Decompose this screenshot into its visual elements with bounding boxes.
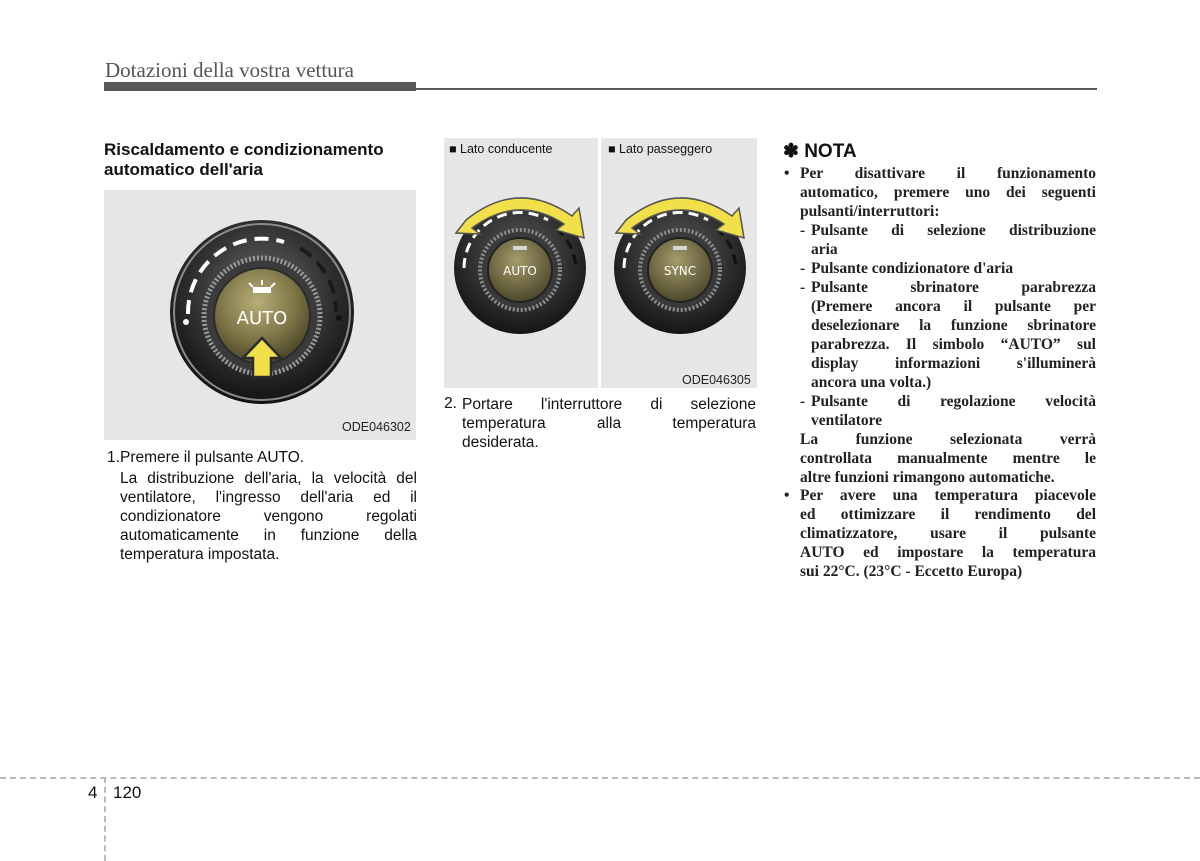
chapter-number: 4: [88, 783, 98, 802]
header-rule-thick: [104, 82, 416, 91]
knob-auto-label: AUTO: [236, 308, 288, 329]
step-heading: Premere il pulsante AUTO.: [120, 449, 305, 466]
step-description: [462, 395, 756, 452]
text-line: AUTO ed impostare la temperatura: [800, 544, 1096, 561]
text-line: Pulsante di selezione distribuzione: [811, 222, 1096, 239]
note-subitem: [811, 392, 1096, 430]
footer-divider: [0, 777, 1200, 779]
text-line: ventilatore, l'ingresso dell'aria ed il: [120, 489, 417, 506]
auto-knob-illustration: [104, 190, 416, 440]
text-line: (Premere ancora il pulsante per: [811, 298, 1096, 315]
text-line: Per disattivare il funzionamento: [800, 165, 1096, 182]
text-line: Pulsante sbrinatore parabrezza: [811, 279, 1096, 296]
note-paragraph: [800, 486, 1096, 581]
text-line: ed ottimizzare il rendimento del: [800, 506, 1096, 523]
text-line: sui 22°C. (23°C - Eccetto Europa): [800, 563, 1023, 580]
note-title: ✽ NOTA: [783, 141, 857, 162]
step-number: 1.: [107, 449, 120, 466]
header-rule-thin: [416, 88, 1097, 90]
knob-auto-label: AUTO: [503, 264, 537, 278]
text-line: Pulsante di regolazione velocità: [811, 393, 1096, 410]
section-title: Riscaldamento e condizionamento automatico dell'aria: [104, 140, 384, 179]
label-passenger-side: ■ Lato passeggero: [608, 142, 713, 156]
text-line: temperatura alla temperatura: [462, 415, 756, 432]
page-header-title: Dotazioni della vostra vettura: [105, 58, 354, 82]
text-line: Portare l'interruttore di selezione: [462, 396, 756, 413]
text-line: temperatura impostata.: [120, 546, 280, 563]
text-line: automaticamente in funzione della: [120, 527, 417, 544]
text-line: La funzione selezionata verrà: [800, 431, 1096, 448]
label-driver-side: ■ Lato conducente: [449, 142, 553, 156]
note-subitem: [811, 278, 1096, 392]
dash-icon: -: [800, 279, 806, 296]
note-subitem: [811, 221, 1096, 259]
text-line: altre funzioni rimangono automatiche.: [800, 469, 1055, 486]
figure-code: ODE046302: [342, 420, 411, 434]
text-line: Pulsante condizionatore d'aria: [811, 260, 1014, 277]
bullet-icon: •: [784, 165, 790, 182]
knob-sync-label: SYNC: [663, 264, 697, 278]
figure-code: ODE046305: [682, 373, 751, 387]
page-number: 120: [113, 783, 142, 802]
text-line: ventilatore: [811, 412, 883, 429]
text-line: climatizzatore, usare il pulsante: [800, 525, 1096, 542]
text-line: display informazioni s'illuminerà: [811, 355, 1096, 372]
text-line: automatico, premere uno dei seguenti: [800, 184, 1096, 201]
step-description: [120, 469, 417, 564]
text-line: La distribuzione dell'aria, la velocità del: [120, 470, 417, 487]
note-paragraph: [800, 430, 1096, 487]
text-line: desiderata.: [462, 434, 539, 451]
step-number: 2.: [444, 395, 457, 412]
text-line: deselezionare la funzione sbrinatore: [811, 317, 1096, 334]
text-line: pulsanti/interruttori:: [800, 203, 940, 220]
footer-divider-vertical: [104, 777, 106, 861]
text-line: aria: [811, 241, 838, 258]
text-line: controllata manualmente mentre le: [800, 450, 1096, 467]
note-subitem: [811, 259, 1096, 278]
note-paragraph: [800, 164, 1096, 221]
bullet-icon: •: [784, 487, 790, 504]
dash-icon: -: [800, 393, 806, 410]
dash-icon: -: [800, 260, 806, 277]
figure-auto-button: [104, 190, 416, 440]
dash-icon: -: [800, 222, 806, 239]
text-line: Per avere una temperatura piacevole: [800, 487, 1096, 504]
text-line: parabrezza. Il simbolo “AUTO” sul: [811, 336, 1096, 353]
text-line: condizionatore vengono regolati: [120, 508, 417, 525]
text-line: ancora una volta.): [811, 374, 932, 391]
figure-divider: [598, 138, 601, 388]
